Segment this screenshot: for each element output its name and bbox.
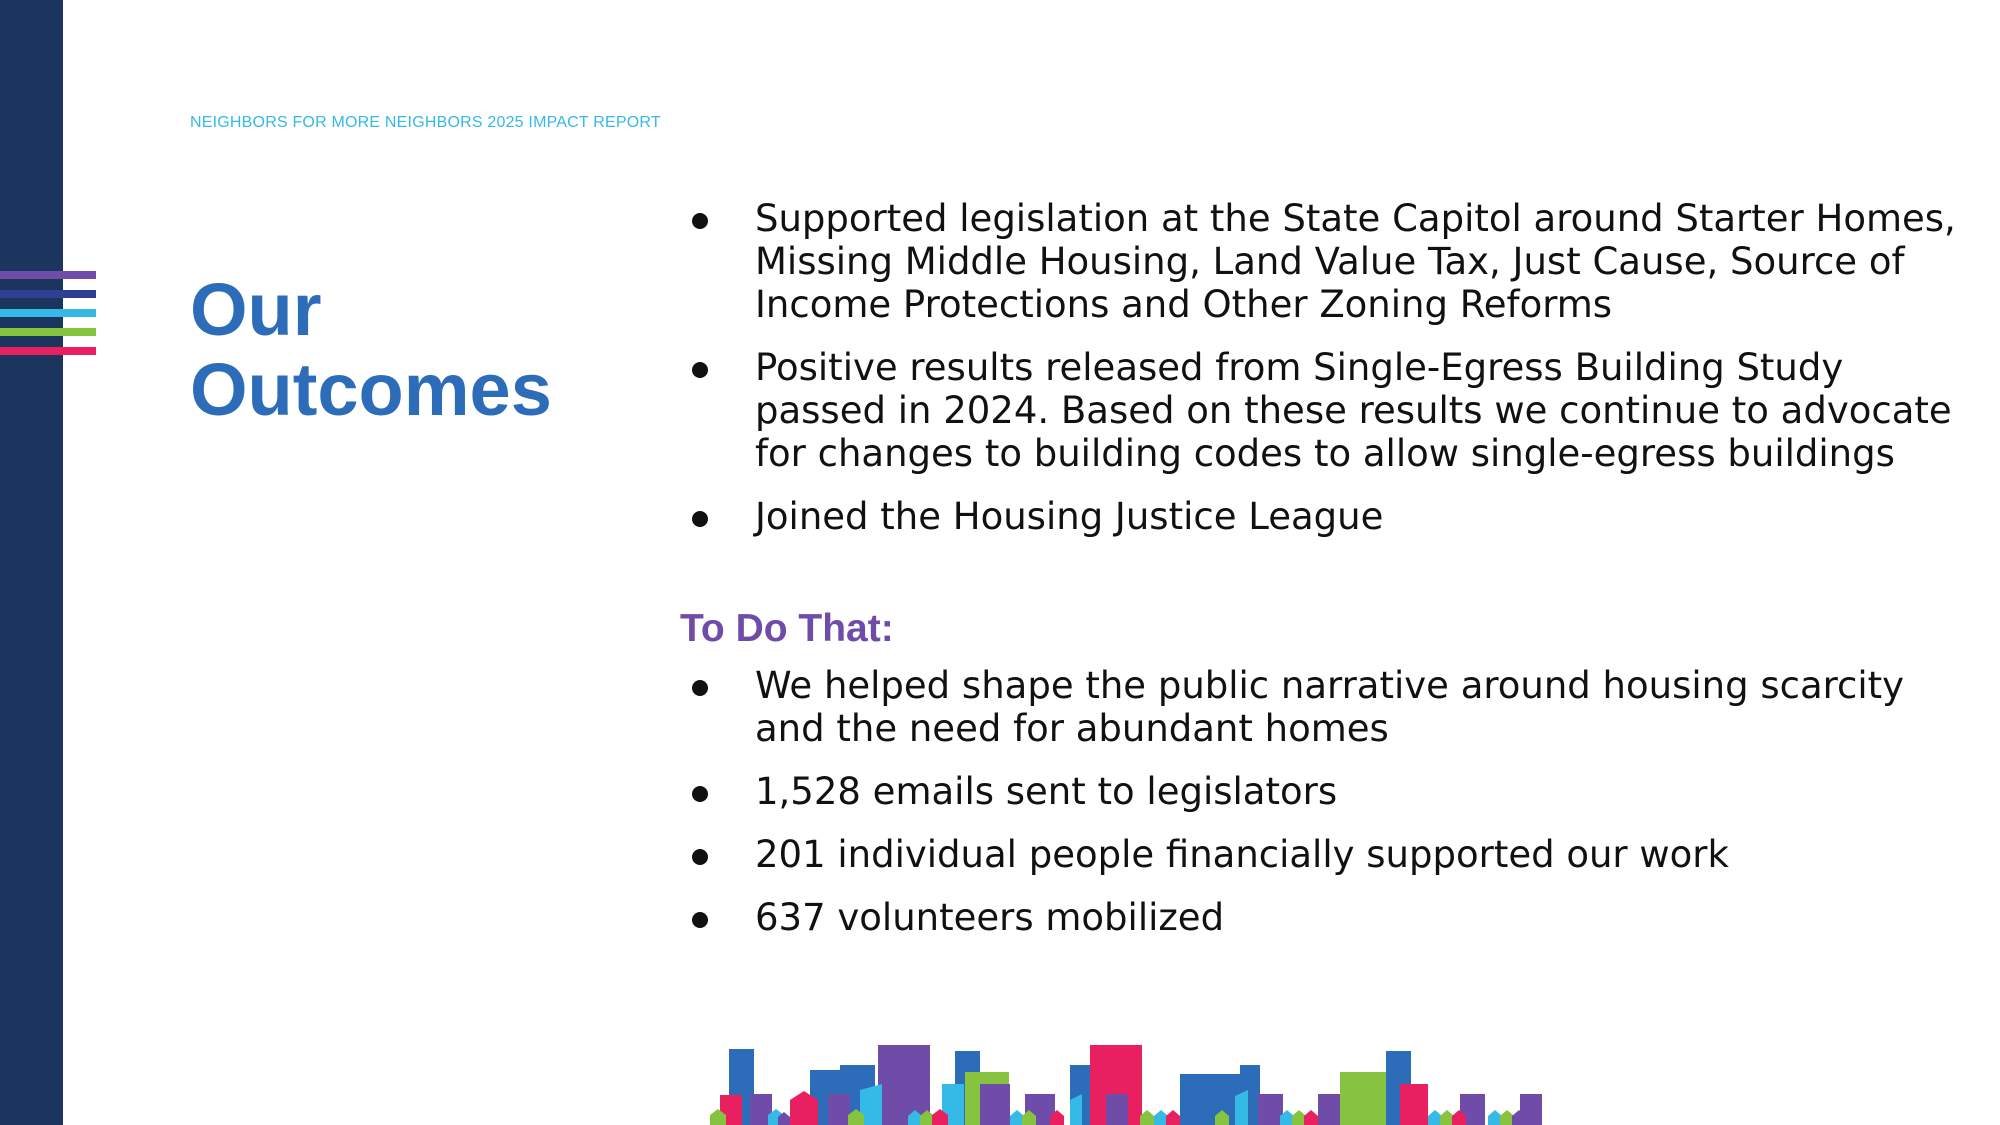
- page-title: [190, 270, 552, 430]
- outcome-text: Positive results released from Single-Egress Building Study passed in 2024. Based on these results we continue to advocate for changes to building codes to allow single-egress buildings: [755, 346, 1952, 475]
- todo-text: 637 volunteers mobilized: [755, 896, 1225, 939]
- todo-item: [680, 896, 1980, 939]
- todo-item: [680, 664, 1980, 750]
- outcome-item: [680, 197, 1980, 326]
- todo-item: [680, 833, 1980, 876]
- page-title-line-2: Outcomes: [190, 348, 552, 431]
- todo-text: 201 individual people financially supported our work: [755, 833, 1729, 876]
- stripe-purple: [0, 271, 96, 279]
- stripe-indigo: [0, 290, 96, 298]
- bullet-icon: [692, 912, 708, 928]
- outcome-item: [680, 346, 1980, 475]
- outcomes-list: [680, 197, 1980, 538]
- todo-list: [680, 664, 1980, 939]
- stripe-green: [0, 328, 96, 336]
- outcome-item: [680, 495, 1980, 538]
- content-area: [680, 197, 1980, 959]
- todo-text: We helped shape the public narrative around housing scarcity and the need for abundant homes: [755, 664, 1905, 750]
- outcome-text: Supported legislation at the State Capitol around Starter Homes, Missing Middle Housing, Land Value Tax, Just Cause, Source of Income Protections and Other Zoning Reforms: [755, 197, 1956, 326]
- skyline-icon: [710, 1038, 1810, 1125]
- bullet-icon: [692, 362, 708, 378]
- page-title-line-1: Our: [190, 268, 322, 351]
- city-skyline-illustration: [710, 1038, 1810, 1125]
- outcome-text: Joined the Housing Justice League: [755, 495, 1384, 538]
- report-label: NEIGHBORS FOR MORE NEIGHBORS 2025 IMPACT REPORT: [190, 114, 661, 131]
- bullet-icon: [692, 213, 708, 229]
- todo-heading: To Do That:: [680, 607, 894, 650]
- bullet-icon: [692, 786, 708, 802]
- todo-text: 1,528 emails sent to legislators: [755, 770, 1338, 813]
- bullet-icon: [692, 849, 708, 865]
- todo-item: [680, 770, 1980, 813]
- stripe-light-blue: [0, 309, 96, 317]
- stripe-pink: [0, 347, 96, 355]
- bullet-icon: [692, 511, 708, 527]
- sidebar-band: [0, 0, 63, 1125]
- bullet-icon: [692, 680, 708, 696]
